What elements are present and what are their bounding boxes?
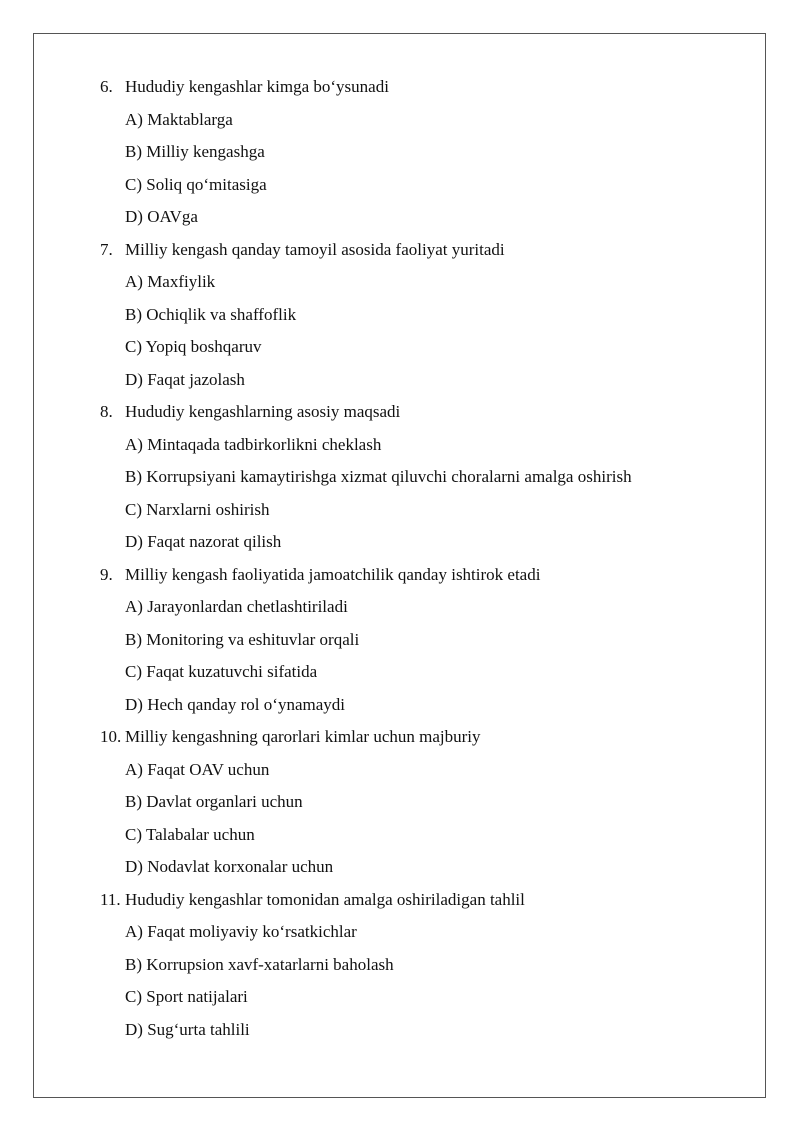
option-a: A) Maktablarga (125, 109, 233, 129)
option-a: A) Faqat OAV uchun (125, 759, 270, 779)
question-number: 9. (100, 564, 113, 584)
question-line (100, 71, 740, 104)
question-line (100, 396, 740, 429)
option-c: C) Sport natijalari (125, 987, 248, 1006)
question-number: 7. (100, 239, 113, 259)
question-number: 8. (100, 402, 113, 421)
option-d: D) OAVga (125, 207, 198, 226)
option-d: D) Sug‘urta tahlili (125, 1019, 250, 1039)
question-line (100, 559, 740, 592)
question-11 (100, 884, 740, 1047)
question-list (100, 71, 740, 1046)
question-10 (100, 721, 740, 884)
question-7 (100, 234, 740, 397)
question-text: Milliy kengash qanday tamoyil asosida faoliyat yuritadi (125, 239, 505, 259)
question-text: Milliy kengash faoliyatida jamoatchilik qanday ishtirok etadi (125, 564, 541, 584)
question-text: Milliy kengashning qarorlari kimlar uchun majburiy (125, 727, 481, 746)
question-number: 11. (100, 889, 121, 909)
option-a: A) Maxfiylik (125, 272, 216, 291)
question-6 (100, 71, 740, 234)
option-c: C) Soliq qo‘mitasiga (125, 174, 267, 194)
option-d: D) Faqat nazorat qilish (125, 532, 282, 551)
question-line (100, 721, 740, 754)
option-b: B) Milliy kengashga (125, 142, 265, 161)
option-c: C) Narxlarni oshirish (125, 499, 270, 519)
question-text: Hududiy kengashlar kimga bo‘ysunadi (125, 77, 389, 96)
option-b: B) Davlat organlari uchun (125, 792, 303, 811)
question-text: Hududiy kengashlar tomonidan amalga oshiriladigan tahlil (125, 889, 525, 909)
option-b: B) Ochiqlik va shaffoflik (125, 304, 297, 324)
question-number: 10. (100, 727, 122, 746)
option-a: A) Faqat moliyaviy ko‘rsatkichlar (125, 922, 357, 941)
question-line (100, 234, 740, 267)
option-c: C) Faqat kuzatuvchi sifatida (125, 662, 318, 681)
question-line (100, 884, 740, 917)
question-number: 6. (100, 77, 113, 96)
option-b: B) Korrupsiyani kamaytirishga xizmat qiluvchi choralarni amalga oshirish (125, 467, 632, 486)
option-c: C) Talabalar uchun (125, 824, 255, 844)
option-b: B) Korrupsion xavf-xatarlarni baholash (125, 954, 394, 974)
option-d: D) Nodavlat korxonalar uchun (125, 857, 334, 876)
option-a: A) Jarayonlardan chetlashtiriladi (125, 597, 348, 616)
option-c: C) Yopiq boshqaruv (125, 337, 262, 356)
option-b: B) Monitoring va eshituvlar orqali (125, 629, 360, 649)
option-d: D) Hech qanday rol o‘ynamaydi (125, 694, 345, 714)
option-a: A) Mintaqada tadbirkorlikni cheklash (125, 434, 382, 454)
option-d: D) Faqat jazolash (125, 369, 245, 389)
question-8 (100, 396, 740, 559)
question-9 (100, 559, 740, 722)
question-text: Hududiy kengashlarning asosiy maqsadi (125, 402, 401, 421)
